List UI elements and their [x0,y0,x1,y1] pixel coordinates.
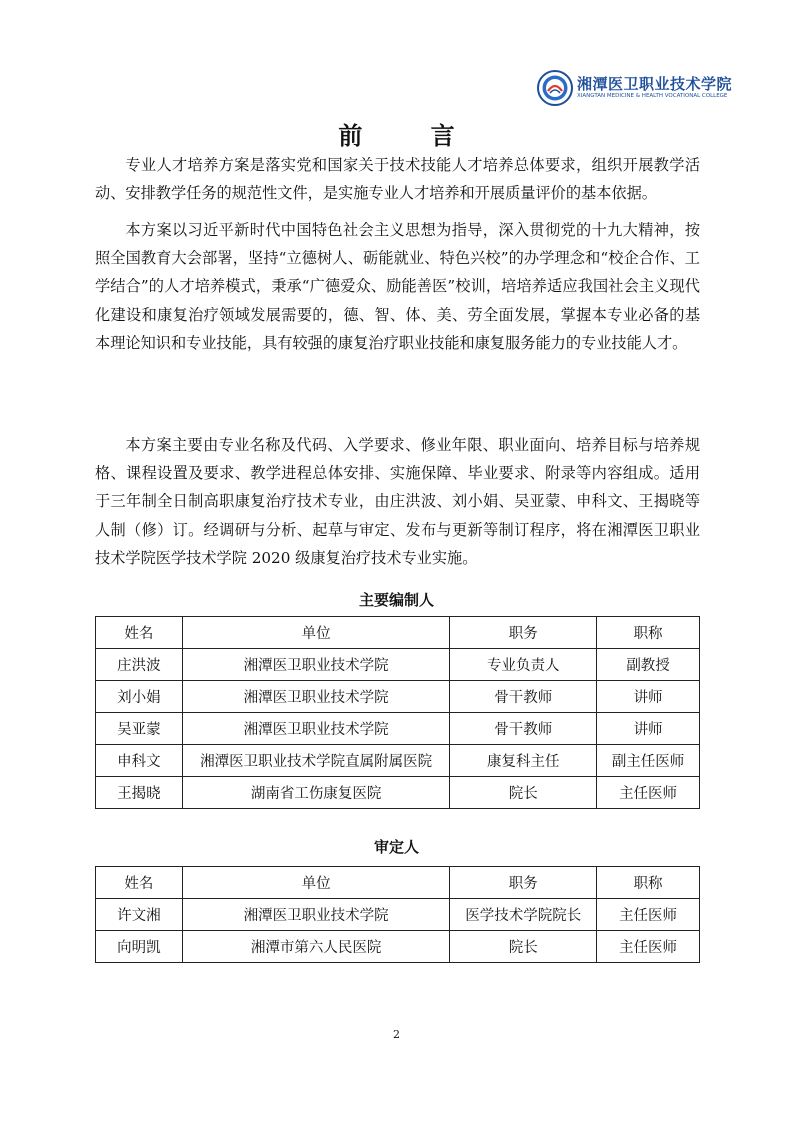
logo-chinese-name: 湘潭医卫职业技术学院 [577,75,733,93]
cell-unit: 湘潭医卫职业技术学院 [182,899,450,931]
cell-unit: 湘潭医卫职业技术学院 [182,681,450,713]
table2-caption: 审定人 [373,838,419,856]
table-row [96,931,700,963]
header-title: 职称 [597,617,700,649]
cell-position: 院长 [450,777,597,809]
cell-name: 向明凯 [96,931,183,963]
table-row [96,777,700,809]
header-position: 职务 [450,867,597,899]
table-header-row [96,617,700,649]
reviewers-table [95,866,700,963]
main-authors-table [95,616,700,809]
table-row [96,649,700,681]
cell-name: 刘小娟 [96,681,183,713]
header-title: 职称 [597,867,700,899]
header-unit: 单位 [182,617,450,649]
paragraph-2: 本方案以习近平新时代中国特色社会主义思想为指导，深入贯彻党的十九大精神，按照全国教育大会部署，坚持“立德树人、砺能就业、特色兴校”的办学理念和“校企合作、工学结合”的人才培养模式，秉承“广德爱众、励能善医”校训，培培养适应我国社会主义现代化建设和康复治疗领域发展需要的，德、智、体、美、劳全面发展，掌握本专业必备的基本理论知识和专业技能，具有较强的康复治疗职业技能和康复服务能力的专业技能人才。 [95,221,700,352]
cell-unit: 湘潭医卫职业技术学院直属附属医院 [182,745,450,777]
cell-title: 主任医师 [597,899,700,931]
header-name: 姓名 [96,867,183,899]
cell-position: 专业负责人 [450,649,597,681]
cell-title: 讲师 [597,681,700,713]
cell-title: 主任医师 [597,931,700,963]
cell-name: 许文湘 [96,899,183,931]
table-row [96,713,700,745]
table-header-row [96,867,700,899]
cell-title: 讲师 [597,713,700,745]
table-row [96,745,700,777]
cell-position: 院长 [450,931,597,963]
header-unit: 单位 [182,867,450,899]
cell-title: 副教授 [597,649,700,681]
page-number: 2 [393,1028,400,1041]
cell-name: 庄洪波 [96,649,183,681]
table1-caption: 主要编制人 [358,591,434,609]
cell-unit: 湘潭市第六人民医院 [182,931,450,963]
cell-unit: 湘潭医卫职业技术学院 [182,649,450,681]
cell-name: 王揭晓 [96,777,183,809]
paragraph-1: 专业人才培养方案是落实党和国家关于技术技能人才培养总体要求，组织开展教学活动、安排教学任务的规范性文件，是实施专业人才培养和开展质量评价的基本依据。 [95,156,700,203]
page-title: 前 言 [338,121,485,150]
cell-unit: 湖南省工伤康复医院 [182,777,450,809]
cell-title: 副主任医师 [597,745,700,777]
college-emblem-icon [537,70,573,106]
header-name: 姓名 [96,617,183,649]
header-position: 职务 [450,617,597,649]
cell-position: 康复科主任 [450,745,597,777]
table-row [96,899,700,931]
cell-position: 骨干教师 [450,681,597,713]
cell-title: 主任医师 [597,777,700,809]
cell-position: 骨干教师 [450,713,597,745]
cell-name: 申科文 [96,745,183,777]
cell-unit: 湘潭医卫职业技术学院 [182,713,450,745]
cell-name: 吴亚蒙 [96,713,183,745]
table-row [96,681,700,713]
paragraph-3: 本方案主要由专业名称及代码、入学要求、修业年限、职业面向、培养目标与培养规格、课程设置及要求、教学进程总体安排、实施保障、毕业要求、附录等内容组成。适用于三年制全日制高职康复治疗技术专业，由庄洪波、刘小娟、吴亚蒙、申科文、王揭晓等人制（修）订。经调研与分析、起草与审定、发布与更新等制订程序，将在湘潭医卫职业技术学院医学技术学院 2020 级康复治疗技术专业实施。 [95,436,700,567]
logo-english-name: XIANGTAN MEDICINE & HEALTH VOCATIONAL COLLEGE [577,93,728,99]
college-logo [537,70,733,110]
cell-position: 医学技术学院院长 [450,899,597,931]
